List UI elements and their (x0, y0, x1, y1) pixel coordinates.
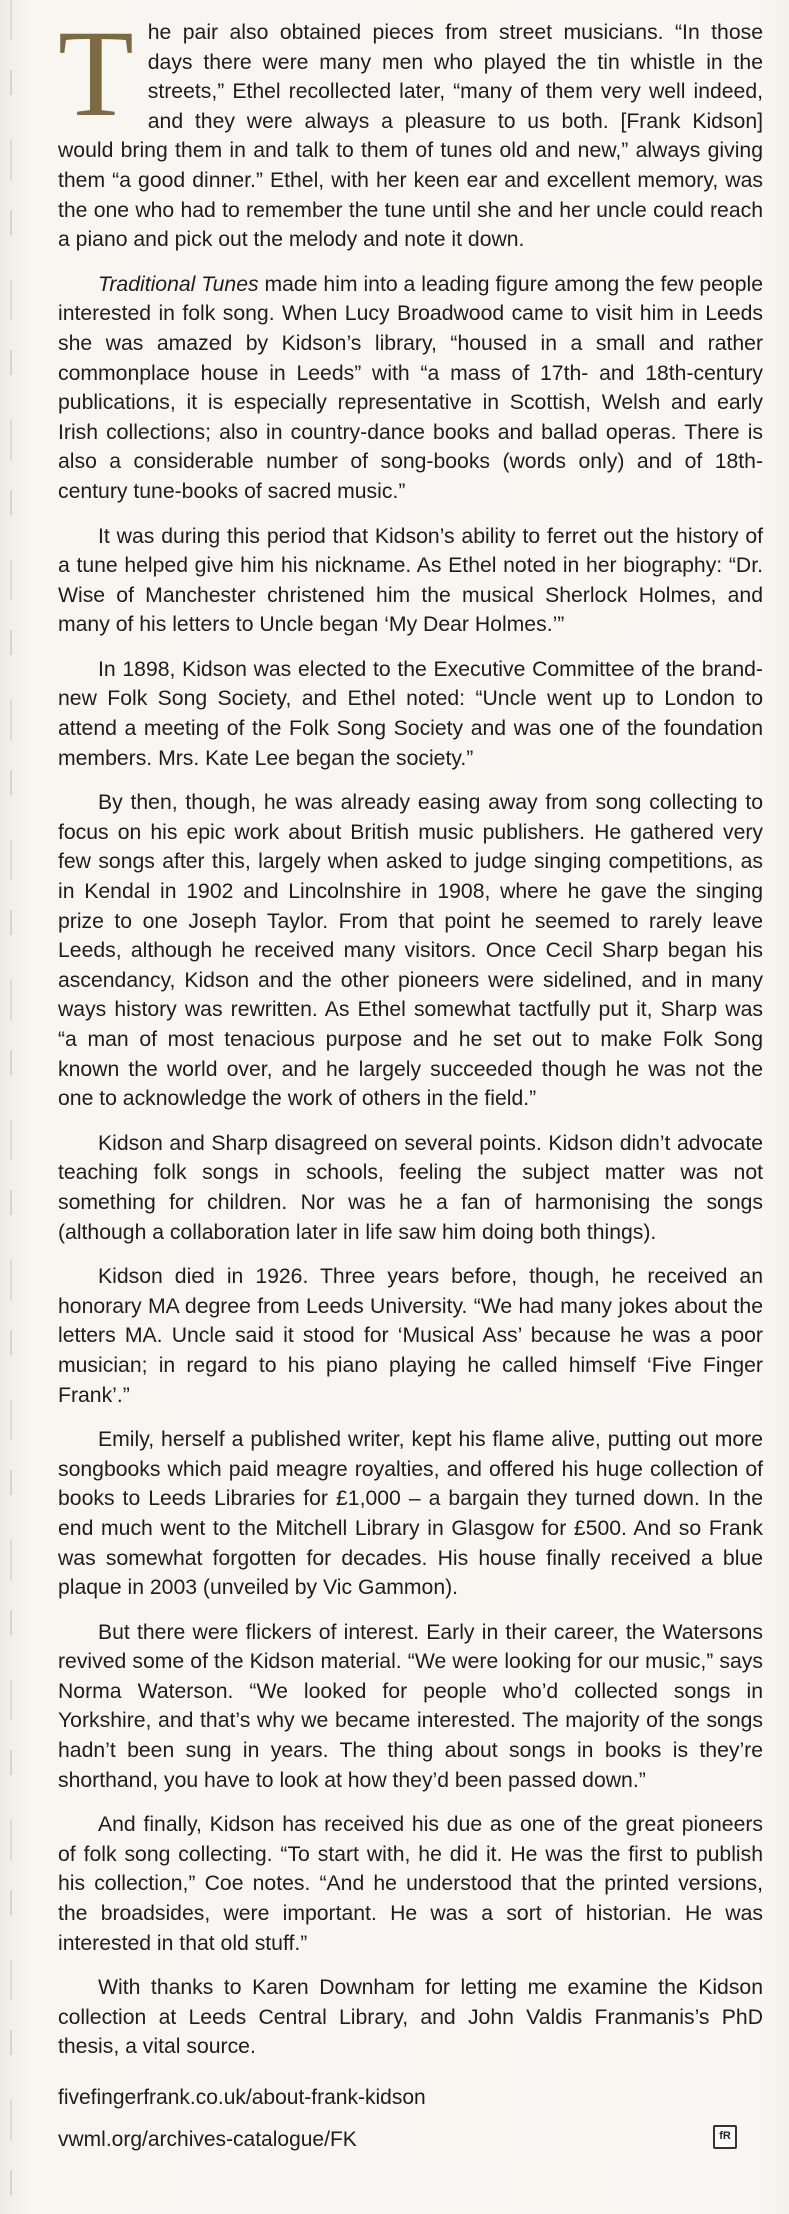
paragraph-1 (58, 5, 763, 255)
link-fivefingerfrank[interactable]: fivefingerfrank.co.uk/about-frank-kidson (58, 2086, 426, 2109)
paragraph-11: With thanks to Karen Downham for letting me examine the Kidson collection at Leeds Central Library, and John Valdis Franmanis’s PhD thesis, a vital source. (58, 1976, 763, 2059)
paragraph-5: By then, though, he was already easing away from song collecting to focus on his epic work about British music publishers. He gathered very few songs after this, largely when asked to judge singing competitions, as in Kendal in 1902 and Lincolnshire in 1908, where he gave the singing prize to one Joseph Taylor. From that point he seemed to rarely leave Leeds, although he received many visitors. Once Cecil Sharp began his ascendancy, Kidson and the other pioneers were sidelined, and in many ways history was rewritten. As Ethel somewhat tactfully put it, Sharp was “a man of most tenacious purpose and he set out to make Folk Song known the world over, and he largely succeeded though he was not the one to acknowledge the work of others in the field.” (58, 791, 763, 1111)
paragraph-7: Kidson died in 1926. Three years before, though, he received an honorary MA degree from Leeds University. “We had many jokes about the letters MA. Uncle said it stood for ‘Musical Ass’ because he was a poor musician; in regard to his piano playing he called himself ‘Five Finger Frank’.” (58, 1265, 763, 1407)
book-title: Traditional Tunes (98, 272, 259, 296)
paragraph-9: But there were flickers of interest. Early in their career, the Watersons revived some of the Kidson material. “We were looking for our music,” says Norma Waterson. “We looked for people who’d collected songs in Yorkshire, and that’s why we became interested. The majority of the songs hadn’t been sung in years. The thing about songs in books is they’re shorthand, you have to look at how they’d been passed down.” (58, 1620, 763, 1792)
paragraph-8: Emily, herself a published writer, kept his flame alive, putting out more songbooks which paid meagre royalties, and offered his huge collection of books to Leeds Libraries for £1,000 – a bargain they turned down. In the end much went to the Mitchell Library in Glasgow for £500. And so Frank was somewhat forgotten for decades. His house finally received a blue plaque in 2003 (unveiled by Vic Gammon). (58, 1428, 763, 1600)
drop-cap: T (58, 5, 134, 142)
paragraph-4: In 1898, Kidson was elected to the Executive Committee of the brand-new Folk Song Society, and Ethel noted: “Uncle went up to London to attend a meeting of the Folk Song Society and was one of the foundation members. Mrs. Kate Lee began the society.” (58, 657, 763, 770)
end-mark-badge: fR (713, 2125, 737, 2149)
paragraph-3: It was during this period that Kidson’s ability to ferret out the history of a tune helped give him his nickname. As Ethel noted in her biography: “Dr. Wise of Manchester christened him the musical Sherlock Holmes, and many of his letters to Uncle began ‘My Dear Holmes.’” (58, 524, 763, 637)
paragraph-text: made him into a leading figure among the few people interested in folk song. When Lucy Broadwood came to visit him in Leeds she was amazed by Kidson’s library, “housed in a small and rather commonplace house in Leeds” with “a mass of 17th- and 18th-century publications, it is especially representative in Scottish, Welsh and early Irish collections; also in country-dance books and ballad operas. There is also a considerable number of song-books (words only) and of 18th-century tune-books of sacred music.” (58, 272, 763, 503)
reference-links (58, 2083, 763, 2167)
paragraph-text: he pair also obtained pieces from street musicians. “In those days there were many men who played the tin whistle in the streets,” Ethel recollected later, “many of them very well indeed, and they were always a pleasure to us both. [Frank Kidson] would bring them in and talk to them of tunes old and new,” always giving them “a good dinner.” Ethel, with her keen ear and excellent memory, was the one who had to remember the tune until she and her uncle could reach a piano and pick out the melody and note it down. (58, 21, 763, 252)
page-edge-shadow (10, 0, 12, 2214)
paragraph-2 (58, 270, 763, 507)
paragraph-6: Kidson and Sharp disagreed on several points. Kidson didn’t advocate teaching folk songs in schools, feeling the subject matter was not something for children. Nor was he a fan of harmonising the songs (although a collaboration later in life saw him doing both things). (58, 1131, 763, 1244)
paragraph-10: And finally, Kidson has received his due as one of the great pioneers of folk song collecting. “To start with, he did it. He was the first to publish his collection,” Coe notes. “And he understood that the printed versions, the broadsides, were important. He was a sort of historian. He was interested in that old stuff.” (58, 1813, 763, 1955)
link-vwml[interactable]: vwml.org/archives-catalogue/FK (58, 2128, 357, 2151)
article-body (58, 5, 763, 2077)
